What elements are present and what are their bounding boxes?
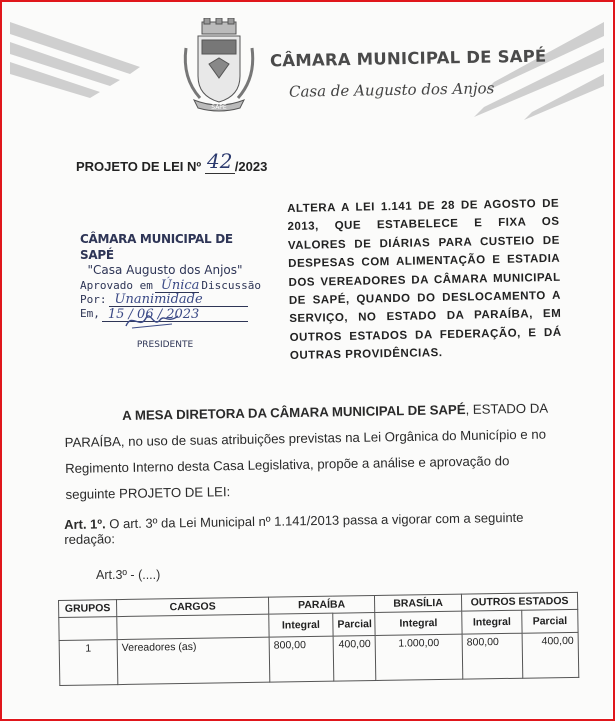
- stamp-date-value: 15 / 06 / 2023: [102, 308, 248, 322]
- document-page: [2, 2, 612, 718]
- cell-outros-parcial: 400,00: [522, 632, 579, 678]
- stamp-president-label: PRESIDENTE: [136, 339, 194, 350]
- cell-cargo: Vereadores (as): [117, 637, 270, 684]
- stamp-approved-line: [80, 278, 261, 294]
- organization-subtitle: Casa de Augusto dos Anjos: [288, 79, 495, 101]
- bill-number: 42: [205, 149, 235, 174]
- header-cargos: CARGOS: [117, 597, 269, 616]
- subheader-outros-integral: Integral: [462, 610, 522, 634]
- cell-pb-integral: 800,00: [269, 636, 334, 682]
- right-banner-decoration: [454, 22, 604, 122]
- preamble-paragraph: [64, 395, 556, 508]
- subheader-outros-parcial: Parcial: [522, 609, 578, 633]
- preamble-bold: A MESA DIRETORA DA CÂMARA MUNICIPAL DE SAPÉ: [122, 401, 466, 423]
- table-row: [59, 632, 579, 685]
- header-paraiba: PARAÍBA: [268, 596, 374, 615]
- bill-year: /2023: [234, 159, 268, 174]
- diarias-table: [58, 592, 579, 686]
- stamp-discussion-label: Discussão: [201, 278, 261, 292]
- subheader-blank-cargo: [117, 614, 269, 639]
- stamp-by-line: [80, 293, 250, 307]
- bill-summary: ALTERA A LEI 1.141 DE 28 DE AGOSTO DE 2013, QUE ESTABELECE E FIXA OS VALORES DE DIÁRIAS PARA CUSTEIO DE DESPESAS COM ALIMENTAÇÃO E ESTADIA DOS VEREADORES DA CÂMARA MUNICIPAL DE SAPÉ, QUANDO DO DESLOCAMENTO A SERVIÇO, NO ESTADO DA PARAÍBA, EM OUTROS ESTADOS DA FEDERAÇÃO, E DÁ OUTRAS PROVIDÊNCIAS.: [287, 197, 562, 363]
- header-outros-estados: OUTROS ESTADOS: [461, 592, 577, 611]
- stamp-date-label: Em,: [80, 307, 100, 321]
- left-banner-decoration: [10, 12, 150, 107]
- stamp-by-label: Por:: [80, 293, 107, 307]
- organization-name: CÂMARA MUNICIPAL DE SAPÉ: [269, 46, 547, 71]
- stamp-house: "Casa Augusto dos Anjos": [87, 263, 243, 278]
- bill-prefix: PROJETO DE LEI Nº: [76, 159, 202, 174]
- cell-bsb-integral: 1.000,00: [375, 634, 463, 680]
- bill-heading: [76, 149, 268, 177]
- subheader-bsb-integral: Integral: [375, 611, 462, 635]
- cell-outros-integral: 800,00: [462, 633, 523, 679]
- stamp-approved-value: Única: [155, 279, 200, 293]
- article-1: [64, 509, 564, 547]
- stamp-approved-label: Aprovado em: [80, 278, 153, 292]
- header-brasilia: BRASÍLIA: [374, 594, 461, 612]
- header-grupos: GRUPOS: [59, 600, 117, 618]
- subheader-pb-integral: Integral: [269, 613, 333, 637]
- stamp-title: CÂMARA MUNICIPAL DE SAPÉ: [80, 232, 233, 262]
- crest-ribbon-text: SAPÉ: [211, 104, 227, 111]
- article-3-quote: Art.3º - (....): [96, 568, 161, 582]
- subheader-blank-grupo: [59, 617, 117, 641]
- cell-grupo: 1: [59, 640, 118, 686]
- cell-pb-parcial: 400,00: [333, 636, 376, 682]
- president-signature: [122, 308, 182, 334]
- diarias-table-wrapper: [58, 592, 579, 686]
- article-1-text: O art. 3º da Lei Municipal nº 1.141/2013 passa a vigorar com a seguinte redação:: [64, 509, 524, 547]
- preamble-text: , ESTADO DA PARAÍBA, no uso de suas atribuições previstas na Lei Orgânica do Município e no Regimento Interno desta Casa Legislativa, propõe a análise e aprovação do seguinte PROJETO DE LEI:: [64, 400, 548, 502]
- municipal-crest-icon: [180, 18, 258, 112]
- article-1-label: Art. 1º.: [64, 516, 106, 532]
- subheader-pb-parcial: Parcial: [333, 613, 375, 637]
- stamp-by-value: Unanimidade: [109, 293, 249, 307]
